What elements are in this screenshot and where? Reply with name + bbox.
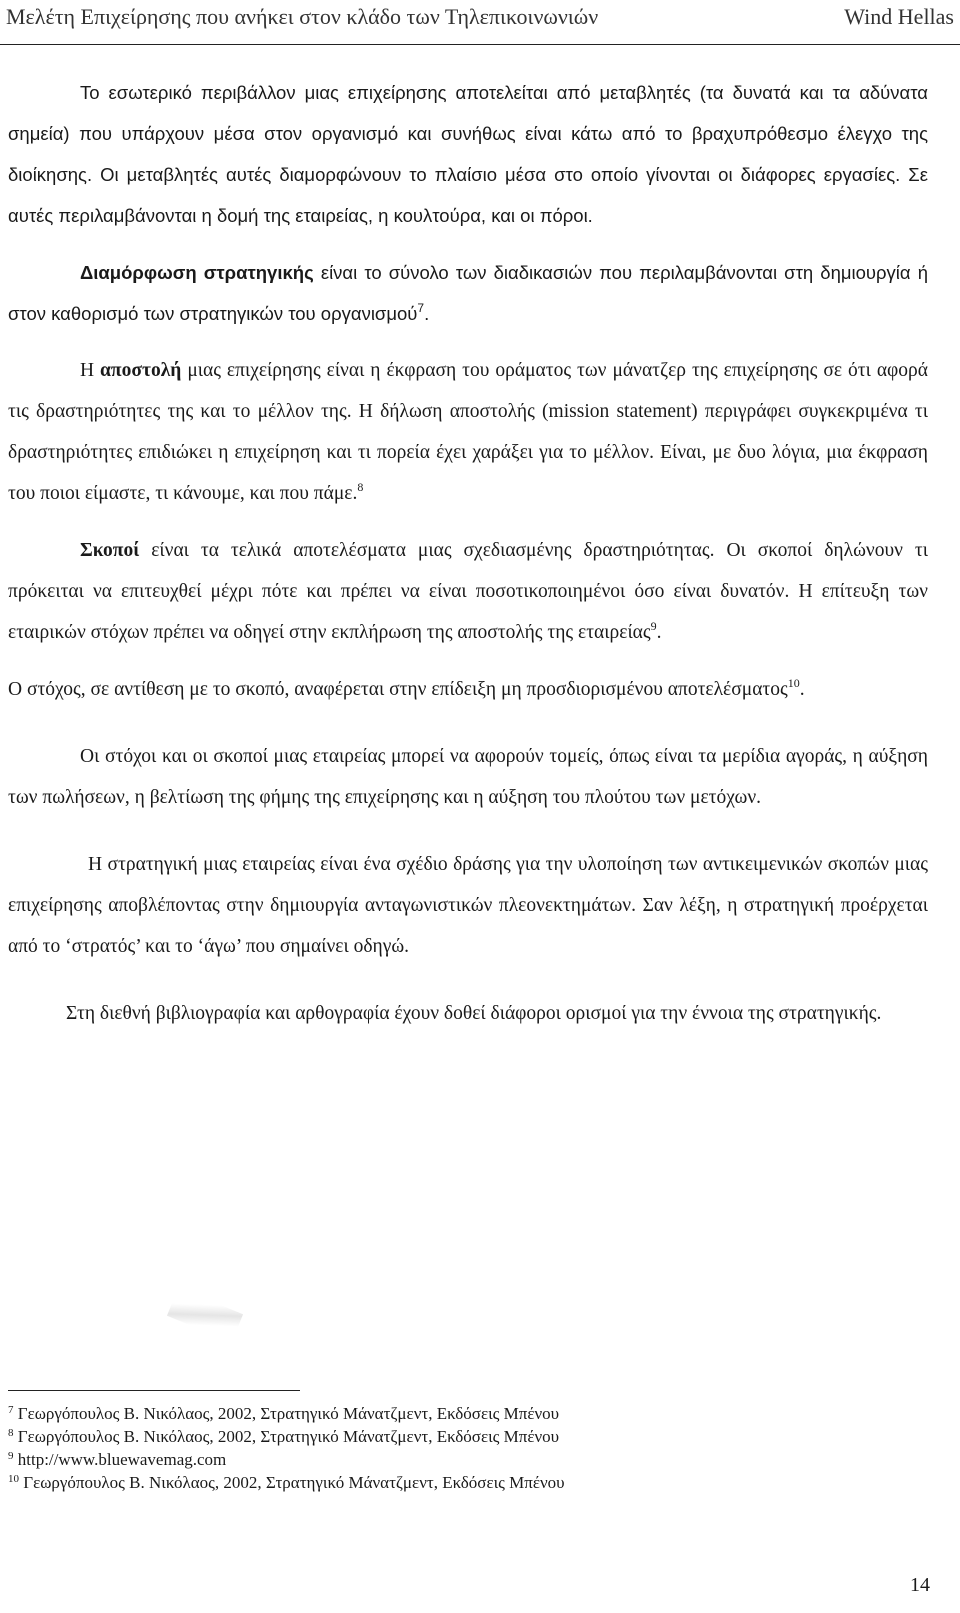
paragraph-mission-text: μιας επιχείρησης είναι η έκφραση του οράματος των μάνατζερ της επιχείρησης σε ότι αφορά τις δραστηριότητες της και το μέλλον της. Η δήλωση αποστολής (mission statement) περιγράφει συγκεκριμένα τι δραστηριότητες επιδιώκει η επιχείρηση και τι πορεία έχει χαράξει για το μέλλον. Είναι, με δυο λόγια, μια έκφραση του ποιοι είμαστε, τι κάνουμε, και που πάμε. bbox=[8, 360, 928, 504]
page-number: 14 bbox=[910, 1574, 930, 1596]
footnote-ref-10[interactable]: 10 bbox=[787, 676, 800, 690]
document-body bbox=[8, 72, 928, 1034]
term-strategy-formulation: Διαμόρφωση στρατηγικής bbox=[80, 262, 314, 283]
footnote-number: 10 bbox=[8, 1473, 19, 1485]
footnote-number: 9 bbox=[8, 1450, 14, 1462]
header-company: Wind Hellas bbox=[844, 4, 954, 29]
footnote-ref-7[interactable]: 7 bbox=[417, 301, 425, 315]
footnotes bbox=[8, 1402, 908, 1494]
footnote-divider bbox=[8, 1390, 300, 1391]
scan-artifact bbox=[167, 1288, 243, 1342]
term-objectives: Σκοποί bbox=[80, 540, 140, 561]
paragraph-mission bbox=[8, 350, 928, 514]
paragraph-strategy-definition: Η στρατηγική μιας εταιρείας είναι ένα σχέδιο δράσης για την υλοποίηση των αντικειμενικών σκοπών μιας επιχείρησης αποβλέποντας στην δημιουργία ανταγωνιστικών πλεονεκτημάτων. Σαν λέξη, η στρατηγική προέρχεται από το ‘στρατός’ και το ‘άγω’ που σημαίνει οδηγώ. bbox=[8, 854, 928, 957]
paragraph-literature: Στη διεθνή βιβλιογραφία και αρθογραφία έχουν δοθεί διάφοροι ορισμοί για την έννοια της στρατηγικής. bbox=[66, 1003, 882, 1024]
paragraph-goal-text: Ο στόχος, σε αντίθεση με το σκοπό, αναφέρεται στην επίδειξη μη προσδιορισμένου αποτελέσματος bbox=[8, 679, 788, 700]
footnote-item bbox=[8, 1425, 908, 1448]
footnote-text: Γεωργόπουλος Β. Νικόλαος, 2002, Στρατηγικό Μάνατζμεντ, Εκδόσεις Μπένου bbox=[19, 1473, 565, 1492]
footnote-text: Γεωργόπουλος Β. Νικόλαος, 2002, Στρατηγικό Μάνατζμεντ, Εκδόσεις Μπένου bbox=[13, 1404, 560, 1423]
footnote-link[interactable]: http://www.bluewavemag.com bbox=[13, 1450, 227, 1469]
footnote-item bbox=[8, 1471, 908, 1494]
punctuation: . bbox=[799, 679, 805, 700]
paragraph-objectives-text: είναι τα τελικά αποτελέσματα μιας σχεδιασμένης δραστηριότητας. Οι σκοποί δηλώνουν τι πρόκειται να επιτευχθεί μέχρι πότε και πρέπει να είναι ποσοτικοποιημένοι όσο είναι δυνατόν. Η επίτευξη των εταιρικών στόχων πρέπει να οδηγεί στην εκπλήρωση της αποστολής της εταιρείας bbox=[8, 540, 928, 643]
punctuation: . bbox=[424, 303, 430, 324]
footnote-number: 8 bbox=[8, 1427, 14, 1439]
paragraph-goal bbox=[8, 669, 928, 710]
paragraph-internal-environment: Το εσωτερικό περιβάλλον μιας επιχείρησης αποτελείται από μεταβλητές (τα δυνατά και τα αδύνατα σημεία) που υπάρχουν μέσα στον οργανισμό και συνήθως είναι κάτω από το βραχυπρόθεσμο έλεγχο της διοίκησης. Οι μεταβλητές αυτές διαμορφώνουν το πλαίσιο μέσα στο οποίο γίνονται οι διάφορες εργασίες. Σε αυτές περιλαμβάνονται η δομή της εταιρείας, η κουλτούρα, και οι πόροι. bbox=[8, 82, 928, 226]
footnote-item bbox=[8, 1402, 908, 1425]
paragraph-mission-start: Η bbox=[80, 360, 101, 381]
punctuation: . bbox=[656, 622, 662, 643]
paragraph-strategy-formulation bbox=[8, 252, 928, 334]
term-mission: αποστολή bbox=[100, 360, 182, 381]
paragraph-objectives bbox=[8, 530, 928, 653]
footnote-text: Γεωργόπουλος Β. Νικόλαος, 2002, Στρατηγικό Μάνατζμεντ, Εκδόσεις Μπένου bbox=[13, 1427, 560, 1446]
footnote-item bbox=[8, 1448, 908, 1471]
header-title: Μελέτη Επιχείρησης που ανήκει στον κλάδο των Τηλεπικοινωνιών bbox=[6, 4, 599, 29]
page-header bbox=[0, 0, 960, 45]
footnote-number: 7 bbox=[8, 1404, 14, 1416]
footnote-ref-9[interactable]: 9 bbox=[650, 619, 657, 633]
paragraph-strategy-formulation-text: είναι το σύνολο των διαδικασιών που περιλαμβάνονται στη δημιουργία ή στον καθορισμό των στρατηγικών του οργανισμού bbox=[8, 262, 928, 324]
footnote-ref-8[interactable]: 8 bbox=[357, 480, 364, 494]
paragraph-goals-areas: Οι στόχοι και οι σκοποί μιας εταιρείας μπορεί να αφορούν τομείς, όπως είναι τα μερίδια αγοράς, η αύξηση των πωλήσεων, η βελτίωση της φήμης της επιχείρησης και η αύξηση του πλούτου των μετόχων. bbox=[8, 746, 928, 808]
